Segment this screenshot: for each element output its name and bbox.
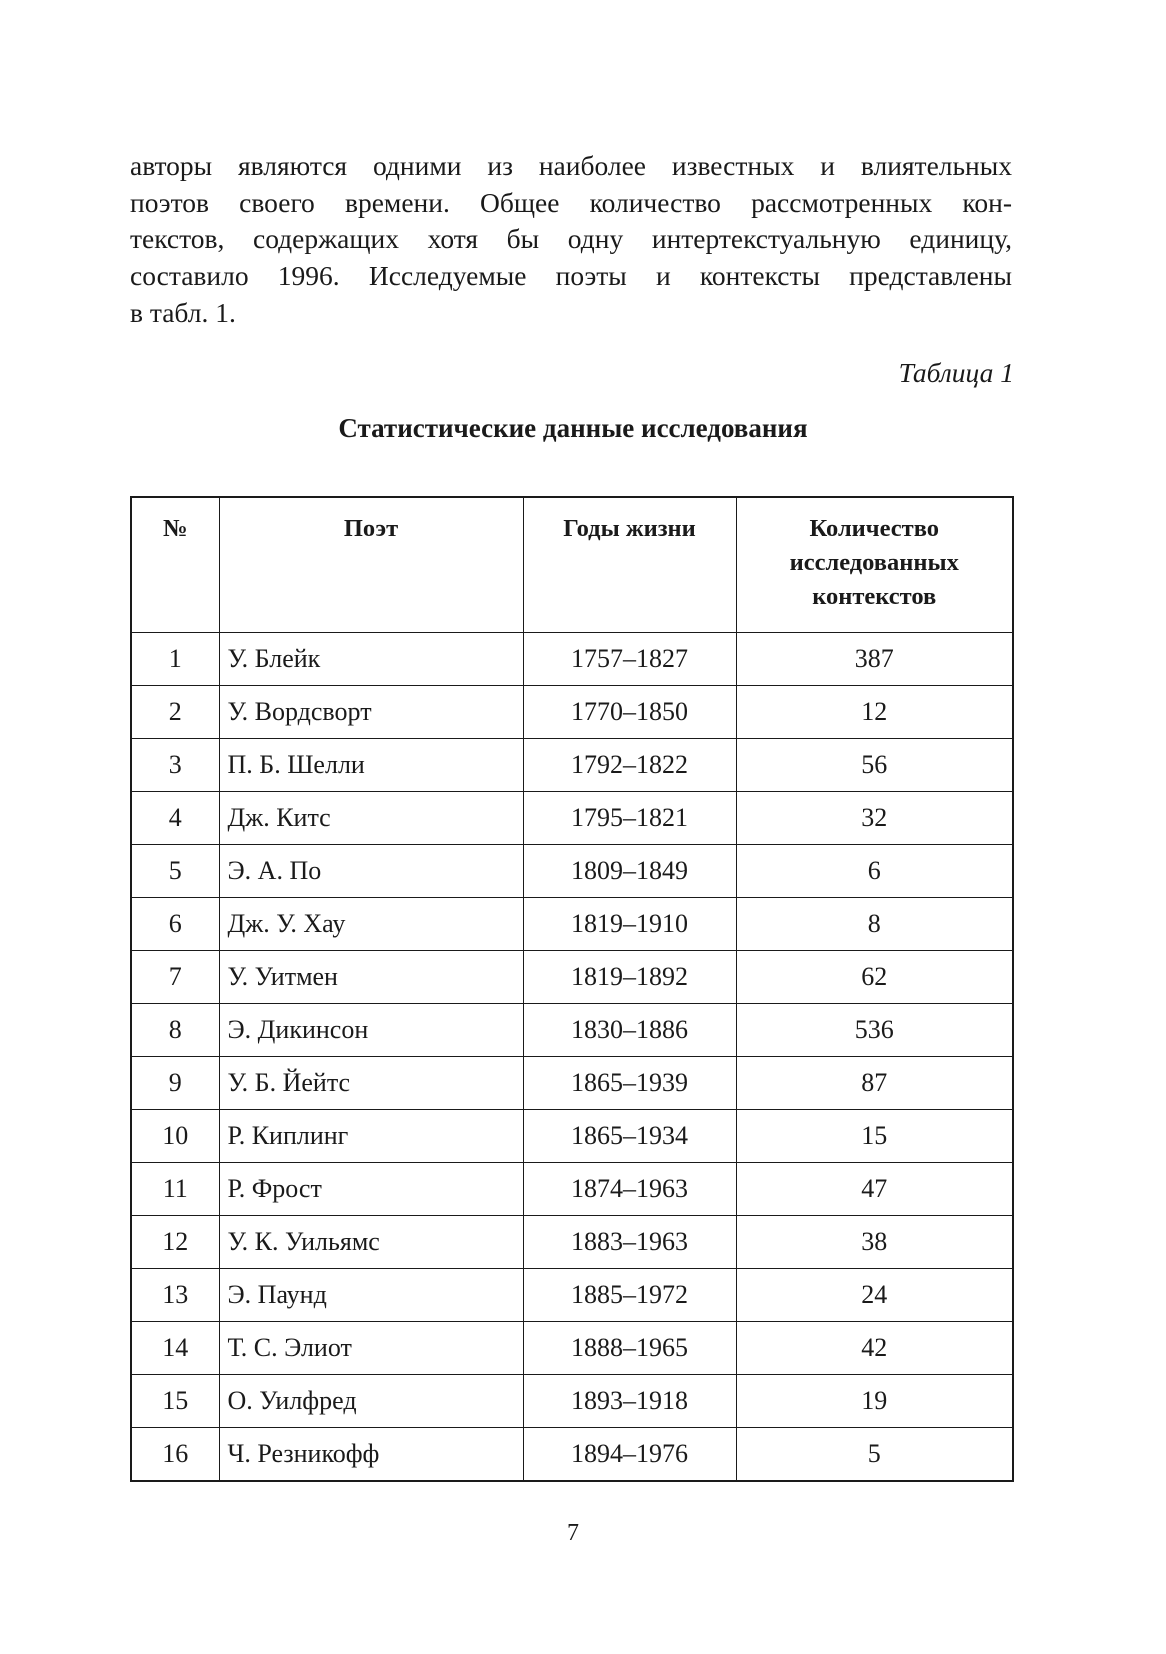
- cell-num: 5: [131, 845, 219, 898]
- cell-years: 1809–1849: [523, 845, 736, 898]
- cell-num: 2: [131, 686, 219, 739]
- cell-num: 4: [131, 792, 219, 845]
- header-num: №: [131, 497, 219, 633]
- cell-poet: Э. Паунд: [219, 1269, 523, 1322]
- cell-poet: У. К. Уильямс: [219, 1216, 523, 1269]
- cell-num: 14: [131, 1322, 219, 1375]
- cell-poet: Дж. Китс: [219, 792, 523, 845]
- cell-num: 12: [131, 1216, 219, 1269]
- cell-years: 1757–1827: [523, 633, 736, 686]
- cell-years: 1865–1934: [523, 1110, 736, 1163]
- cell-num: 13: [131, 1269, 219, 1322]
- header-count-line: контекстов: [812, 583, 937, 610]
- table-row: [131, 1004, 1013, 1057]
- table-row: [131, 951, 1013, 1004]
- cell-num: 11: [131, 1163, 219, 1216]
- table-header-row: [131, 497, 1013, 633]
- cell-count: 62: [736, 951, 1013, 1004]
- cell-poet: У. Уитмен: [219, 951, 523, 1004]
- cell-poet: У. Вордсворт: [219, 686, 523, 739]
- cell-poet: Дж. У. Хау: [219, 898, 523, 951]
- cell-years: 1893–1918: [523, 1375, 736, 1428]
- paragraph-line: авторы являются одними из наиболее известных и влиятельных: [130, 150, 1012, 181]
- cell-num: 16: [131, 1428, 219, 1482]
- table-row: [131, 1216, 1013, 1269]
- cell-years: 1874–1963: [523, 1163, 736, 1216]
- cell-years: 1830–1886: [523, 1004, 736, 1057]
- cell-poet: У. Б. Йейтс: [219, 1057, 523, 1110]
- cell-num: 8: [131, 1004, 219, 1057]
- table-title: Статистические данные исследования: [338, 413, 808, 443]
- paragraph-line: составило 1996. Исследуемые поэты и контексты представлены: [130, 260, 1012, 292]
- paragraph-line: поэтов своего времени. Общее количество рассмотренных кон-: [130, 186, 1012, 218]
- cell-years: 1865–1939: [523, 1057, 736, 1110]
- header-poet: Поэт: [219, 497, 523, 633]
- cell-num: 9: [131, 1057, 219, 1110]
- header-count-line: Количество: [809, 515, 940, 542]
- page-number: 7: [567, 1520, 579, 1546]
- table-row: [131, 739, 1013, 792]
- cell-poet: Р. Киплинг: [219, 1110, 523, 1163]
- cell-poet: О. Уилфред: [219, 1375, 523, 1428]
- cell-poet: Ч. Резникофф: [219, 1428, 523, 1482]
- table-row: [131, 845, 1013, 898]
- body-paragraph: [130, 148, 1012, 332]
- cell-count: 8: [736, 898, 1013, 951]
- table-row: [131, 1428, 1013, 1482]
- cell-poet: Э. А. По: [219, 845, 523, 898]
- cell-poet: П. Б. Шелли: [219, 739, 523, 792]
- table-label: Таблица 1: [898, 357, 1014, 388]
- cell-count: 12: [736, 686, 1013, 739]
- cell-count: 32: [736, 792, 1013, 845]
- cell-num: 15: [131, 1375, 219, 1428]
- cell-poet: Э. Дикинсон: [219, 1004, 523, 1057]
- cell-num: 10: [131, 1110, 219, 1163]
- table-row: [131, 898, 1013, 951]
- cell-count: 19: [736, 1375, 1013, 1428]
- cell-poet: Т. С. Элиот: [219, 1322, 523, 1375]
- table-row: [131, 1375, 1013, 1428]
- cell-num: 6: [131, 898, 219, 951]
- cell-count: 24: [736, 1269, 1013, 1322]
- paragraph-line: текстов, содержащих хотя бы одну интертекстуальную единицу,: [130, 223, 1012, 255]
- table-row: [131, 792, 1013, 845]
- table-row: [131, 686, 1013, 739]
- cell-years: 1883–1963: [523, 1216, 736, 1269]
- table-row: [131, 1163, 1013, 1216]
- cell-count: 15: [736, 1110, 1013, 1163]
- cell-years: 1888–1965: [523, 1322, 736, 1375]
- cell-years: 1795–1821: [523, 792, 736, 845]
- header-count: [736, 497, 1013, 633]
- cell-count: 56: [736, 739, 1013, 792]
- cell-years: 1819–1910: [523, 898, 736, 951]
- cell-num: 1: [131, 633, 219, 686]
- cell-num: 3: [131, 739, 219, 792]
- table-row: [131, 1322, 1013, 1375]
- paragraph-line: в табл. 1.: [130, 296, 236, 328]
- table-row: [131, 1057, 1013, 1110]
- cell-num: 7: [131, 951, 219, 1004]
- cell-count: 5: [736, 1428, 1013, 1482]
- cell-years: 1819–1892: [523, 951, 736, 1004]
- cell-count: 87: [736, 1057, 1013, 1110]
- cell-years: 1894–1976: [523, 1428, 736, 1482]
- cell-count: 536: [736, 1004, 1013, 1057]
- cell-years: 1792–1822: [523, 739, 736, 792]
- table-row: [131, 633, 1013, 686]
- poets-table: [130, 496, 1014, 1482]
- header-count-line: исследованных: [789, 549, 959, 576]
- cell-count: 387: [736, 633, 1013, 686]
- cell-poet: У. Блейк: [219, 633, 523, 686]
- cell-count: 42: [736, 1322, 1013, 1375]
- cell-count: 38: [736, 1216, 1013, 1269]
- table-row: [131, 1110, 1013, 1163]
- table-row: [131, 1269, 1013, 1322]
- cell-count: 47: [736, 1163, 1013, 1216]
- cell-years: 1770–1850: [523, 686, 736, 739]
- cell-count: 6: [736, 845, 1013, 898]
- header-years: Годы жизни: [523, 497, 736, 633]
- cell-years: 1885–1972: [523, 1269, 736, 1322]
- cell-poet: Р. Фрост: [219, 1163, 523, 1216]
